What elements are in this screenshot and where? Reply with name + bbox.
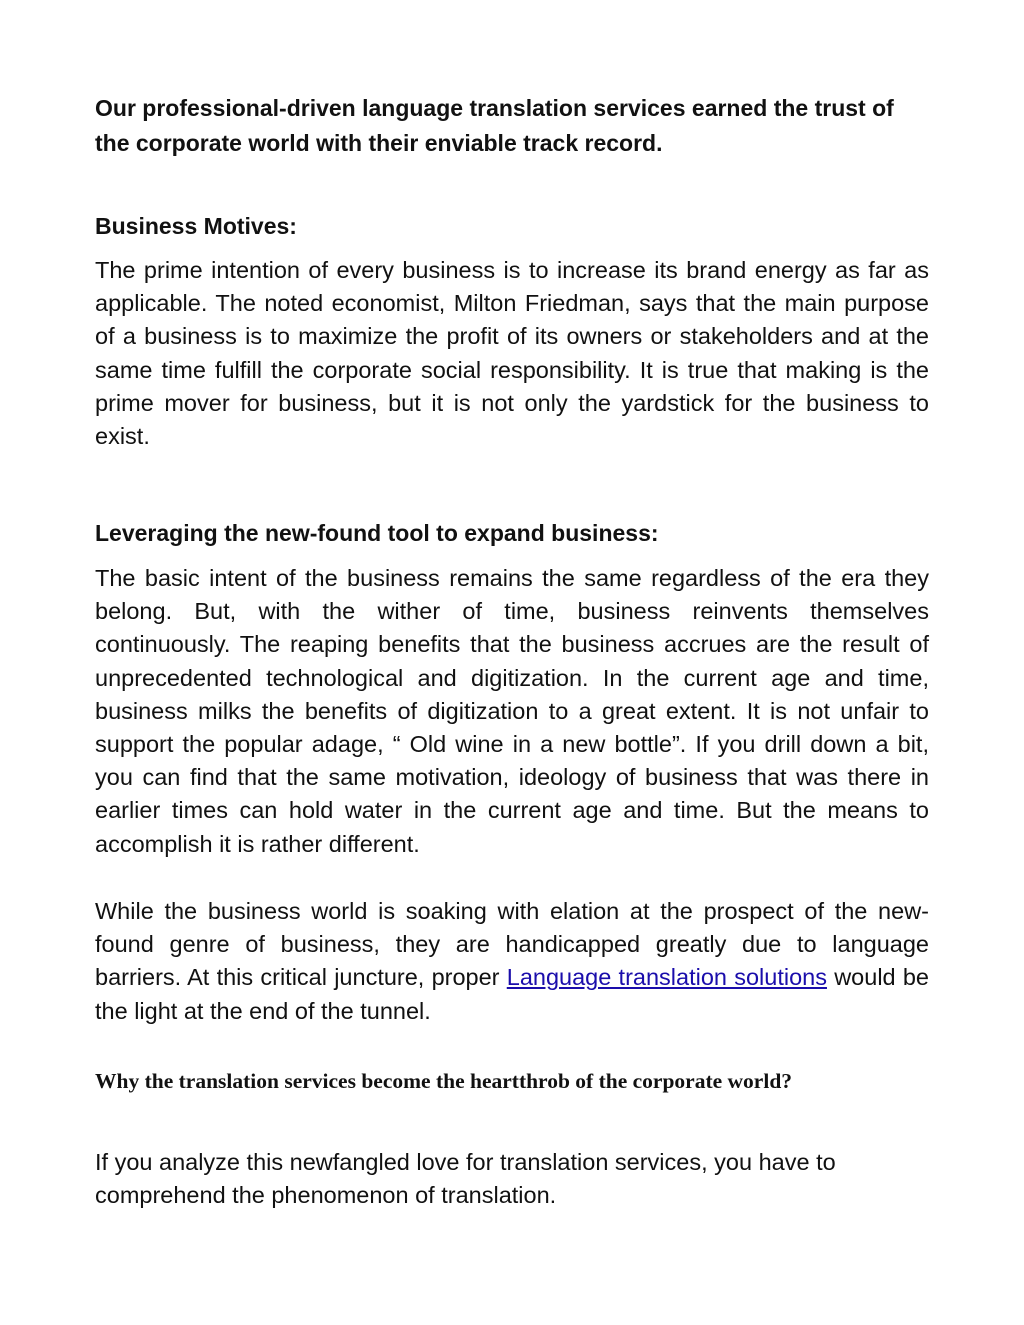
intro-statement: Our professional-driven language translation services earned the trust of the corporate world with their enviable track record. bbox=[95, 95, 894, 156]
heading-why-translation: Why the translation services become the heartthrob of the corporate world? bbox=[95, 1069, 793, 1093]
paragraph-business-motives: The prime intention of every business is to increase its brand energy as far as applicable. The noted economist, Milton Friedman, says that the main purpose of a business is to maximize the profit of its owners or stakeholders and at the same time fulfill the corporate social responsibility. It is true that making is the prime mover for business, but it is not only the yardstick for the business to exist. bbox=[95, 257, 929, 450]
heading-business-motives: Business Motives: bbox=[95, 213, 297, 239]
paragraph-leveraging-tool: The basic intent of the business remains the same regardless of the era they belong. But, with the wither of time, business reinvents themselves continuously. The reaping benefits that the business accrues are the result of unprecedented technological and digitization. In the current age and time, business milks the benefits of digitization to a great extent. It is not unfair to support the popular adage, “ Old wine in a new bottle”. If you drill down a bit, you can find that the same motivation, ideology of business that was there in earlier times can hold water in the current age and time. But the means to accomplish it is rather different. bbox=[95, 565, 929, 857]
paragraph-analyze-love: If you analyze this newfangled love for translation services, you have to comprehend the phenomenon of translation. bbox=[95, 1149, 836, 1209]
language-translation-solutions-link[interactable]: Language translation solutions bbox=[506, 964, 827, 991]
heading-leveraging-tool: Leveraging the new-found tool to expand business: bbox=[95, 520, 659, 546]
paragraph-language-barriers bbox=[95, 895, 929, 1028]
paragraph-text-after-link: would be the light at the end of the tunnel. bbox=[95, 964, 929, 1024]
paragraph-text-before-link: While the business world is soaking with elation at the prospect of the new-found genre of business, they are handicapped greatly due to language barriers. At this critical juncture, proper bbox=[95, 898, 929, 991]
